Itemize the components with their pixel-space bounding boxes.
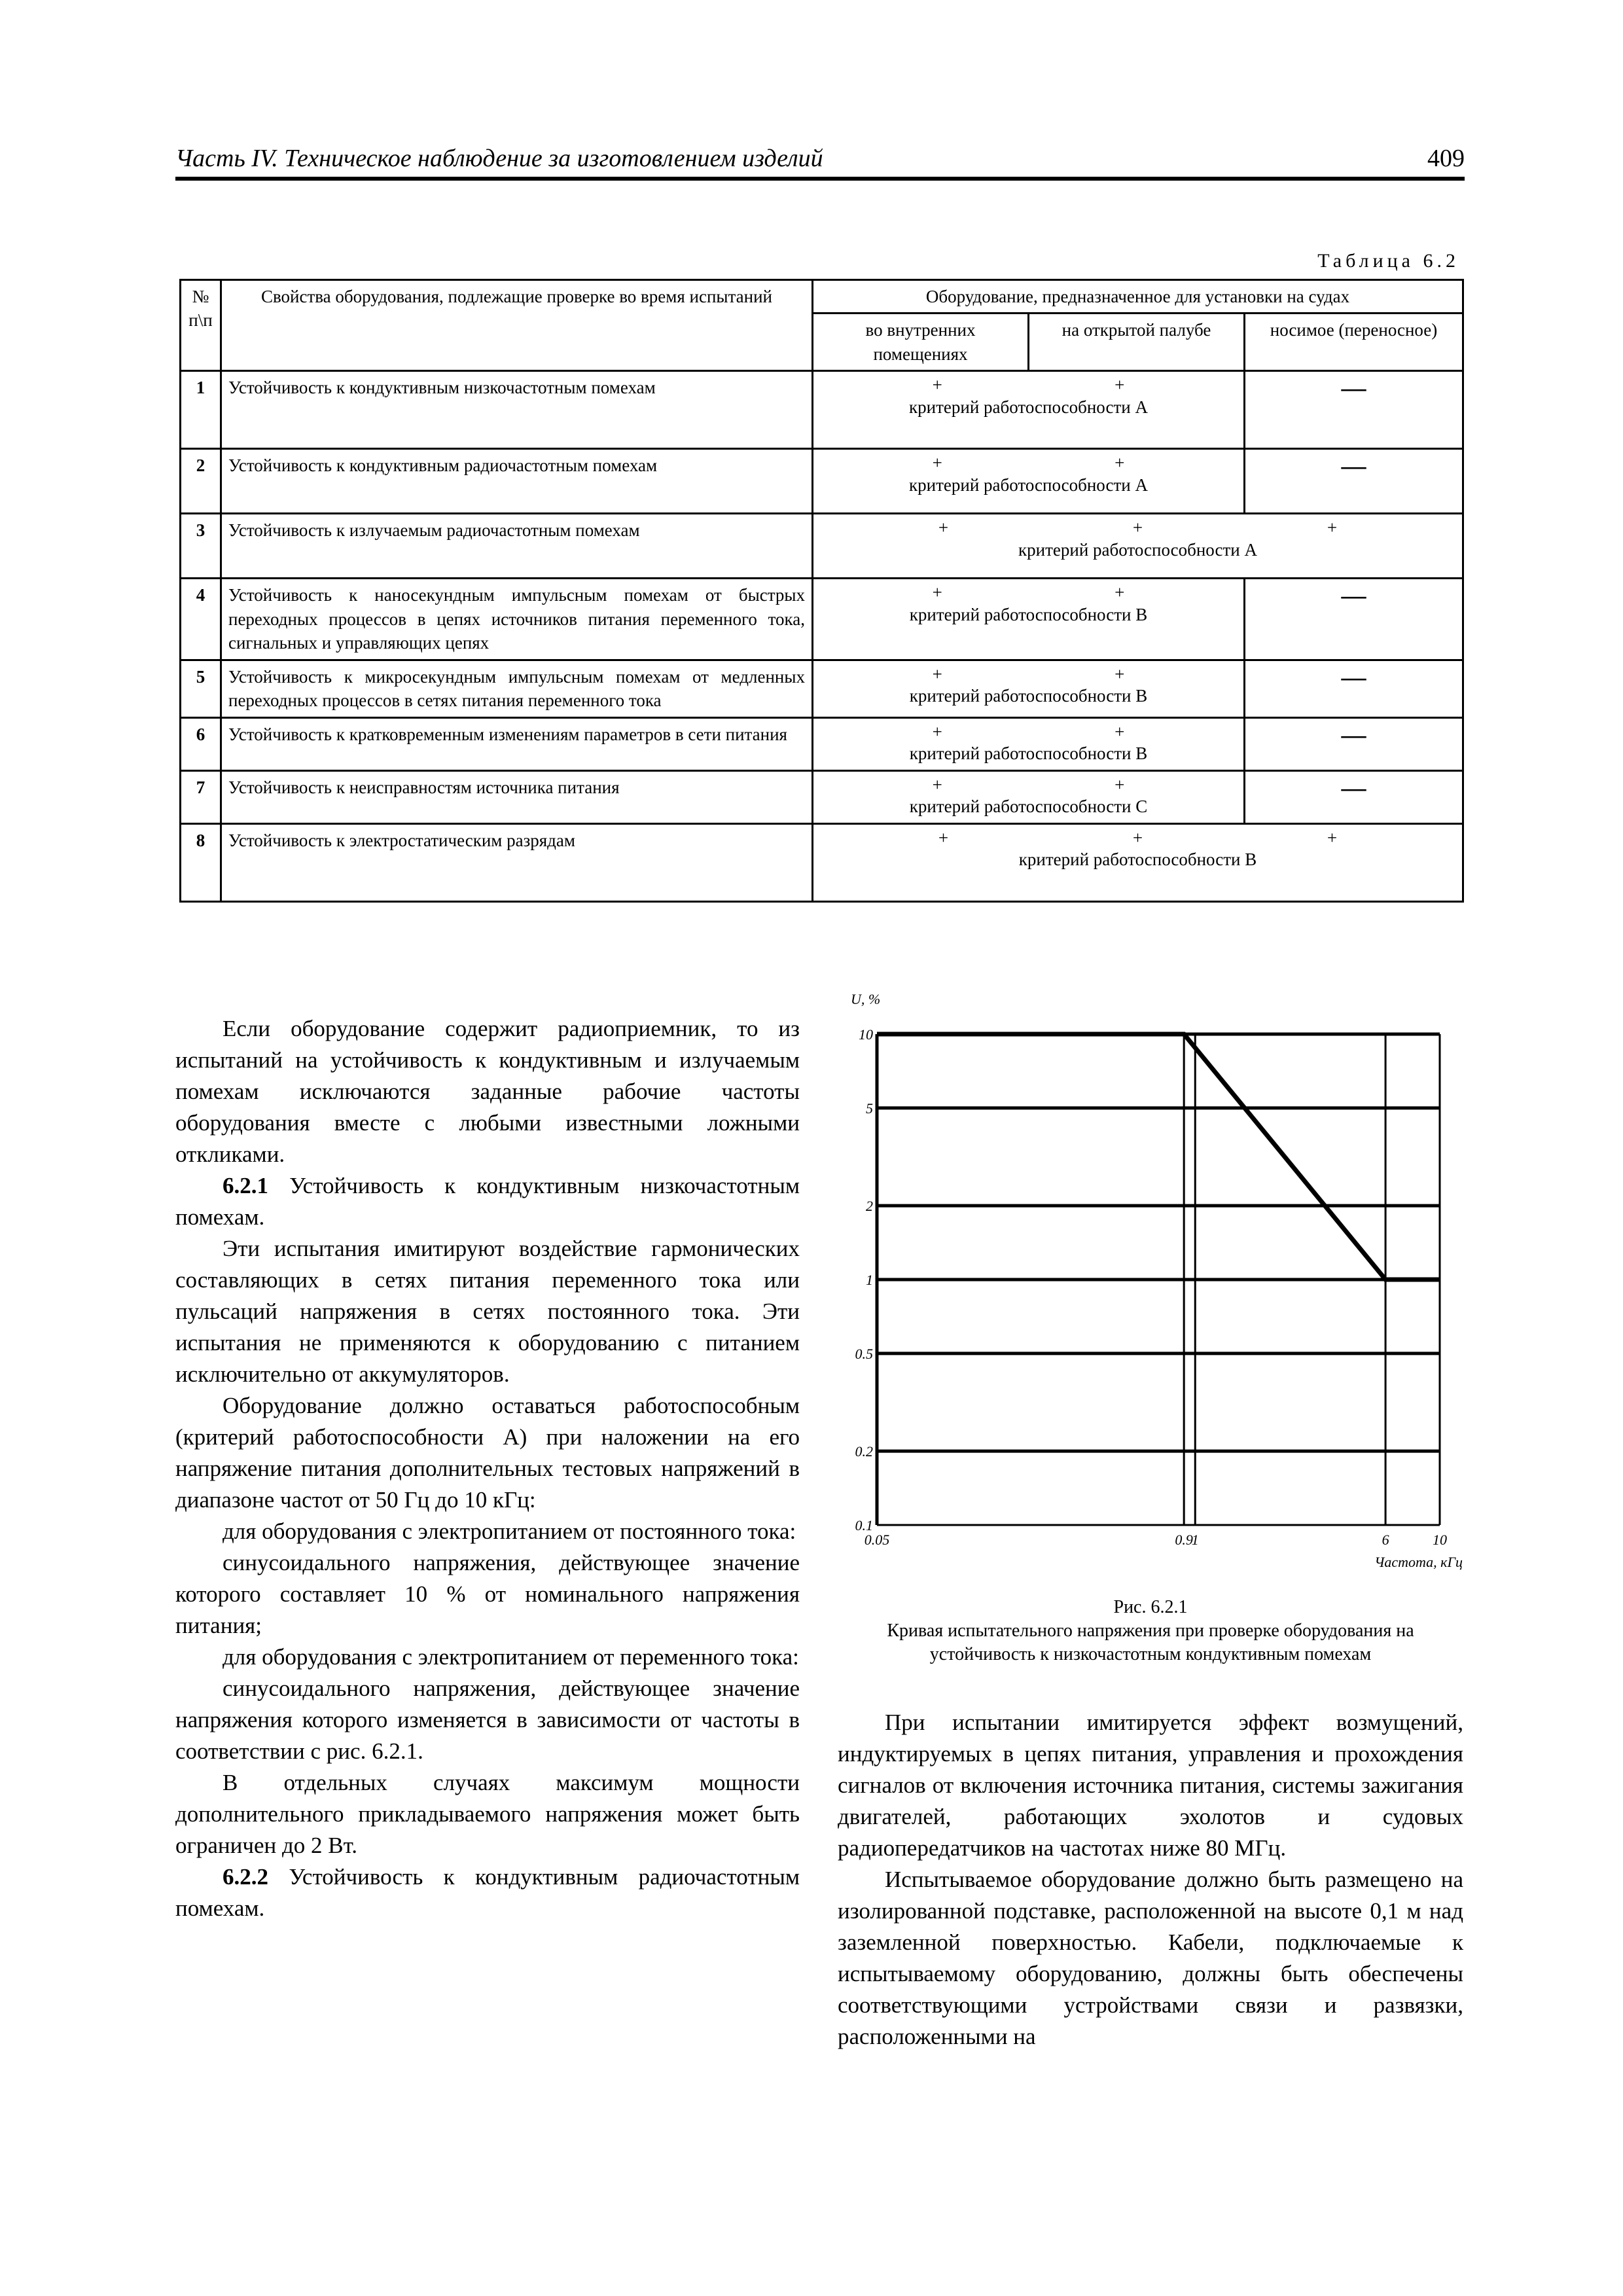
criterion-text: критерий работоспособности В bbox=[1018, 850, 1257, 870]
plus-mark: + bbox=[1115, 664, 1125, 684]
criterion-text: критерий работоспособности А bbox=[909, 475, 1148, 495]
header-deck: на открытой палубе bbox=[1029, 314, 1245, 371]
y-tick-label: 1 bbox=[866, 1272, 873, 1288]
plus-mark: + bbox=[1327, 827, 1338, 848]
table-row bbox=[181, 823, 1463, 901]
row-number: 7 bbox=[181, 770, 221, 823]
voltage-frequency-chart bbox=[838, 982, 1466, 1702]
dash-mark: — bbox=[1245, 371, 1463, 449]
plus-mark: + bbox=[1115, 453, 1125, 473]
figure-caption-text: Кривая испытательного напряжения при проверке оборудования на устойчивость к низкочастотным кондуктивным помехам bbox=[887, 1621, 1414, 1664]
row-number: 2 bbox=[181, 449, 221, 514]
y-tick-label: 10 bbox=[859, 1026, 873, 1043]
table-label: Таблица 6.2 bbox=[1317, 250, 1459, 272]
plus-mark: + bbox=[938, 827, 949, 848]
row-property: Устойчивость к кондуктивным радиочастотным помехам bbox=[221, 449, 813, 514]
chart-ticks bbox=[855, 1026, 1448, 1548]
plus-mark: + bbox=[932, 774, 942, 795]
row-number: 3 bbox=[181, 514, 221, 579]
plus-mark: + bbox=[932, 583, 942, 603]
series-line bbox=[877, 1034, 1440, 1280]
y-tick-label: 5 bbox=[866, 1100, 873, 1117]
row-property: Устойчивость к излучаемым радиочастотным помехам bbox=[221, 514, 813, 579]
row-criterion-cell bbox=[813, 579, 1245, 660]
paragraph: для оборудования с электропитанием от переменного тока: bbox=[223, 1644, 799, 1670]
criterion-text: критерий работоспособности А bbox=[1018, 540, 1257, 560]
plus-mark: + bbox=[1115, 583, 1125, 603]
dash-mark: — bbox=[1245, 579, 1463, 660]
right-column bbox=[838, 1707, 1463, 2053]
criterion-text: критерий работоспособности В bbox=[909, 605, 1148, 624]
running-title: Часть IV. Техническое наблюдение за изготовлением изделий bbox=[175, 145, 823, 172]
criterion-text: критерий работоспособности В bbox=[909, 744, 1148, 764]
row-number: 8 bbox=[181, 823, 221, 901]
paragraph: В отдельных случаях максимум мощности дополнительного прикладываемого напряжения может быть ограничен до 2 Вт. bbox=[175, 1770, 800, 1858]
table-row bbox=[181, 371, 1463, 449]
row-number: 6 bbox=[181, 717, 221, 770]
paragraph: При испытании имитируется эффект возмущений, индуктируемых в цепях питания, управления и прохождения сигналов от включения источника питания, системы зажигания двигателей, работающих эхолотов и судовых радиопередатчиков на частотах ниже 80 МГц. bbox=[838, 1710, 1463, 1861]
dash-mark: — bbox=[1245, 660, 1463, 717]
dash-mark: — bbox=[1245, 770, 1463, 823]
row-number: 1 bbox=[181, 371, 221, 449]
dash-mark: — bbox=[1245, 449, 1463, 514]
chart-series bbox=[877, 1034, 1440, 1280]
paragraph: Если оборудование содержит радиоприемник, то из испытаний на устойчивость к кондуктивным и излучаемым помехам исключаются заданные рабочие частоты оборудования вместе с любыми известными ложными откликами. bbox=[175, 1016, 800, 1167]
x-axis-label: Частота, кГц bbox=[1374, 1554, 1463, 1570]
y-axis-label: U, % bbox=[851, 991, 881, 1007]
row-property: Устойчивость к неисправностям источника питания bbox=[221, 770, 813, 823]
criterion-text: критерий работоспособности С bbox=[909, 797, 1148, 817]
paragraph: для оборудования с электропитанием от постоянного тока: bbox=[223, 1518, 796, 1544]
plus-mark: + bbox=[932, 453, 942, 473]
plus-mark: + bbox=[1115, 721, 1125, 742]
dash-mark: — bbox=[1245, 717, 1463, 770]
x-tick-label: 0.9 bbox=[1175, 1532, 1193, 1548]
plus-mark: + bbox=[1115, 774, 1125, 795]
row-criterion-cell bbox=[813, 717, 1245, 770]
x-tick-label: 6 bbox=[1382, 1532, 1389, 1548]
header-equipment-group: Оборудование, предназначенное для установки на судах bbox=[813, 280, 1463, 314]
row-criterion-cell bbox=[813, 371, 1245, 449]
plus-mark: + bbox=[932, 721, 942, 742]
table-row bbox=[181, 717, 1463, 770]
plus-mark: + bbox=[1132, 518, 1143, 538]
section-title: Устойчивость к кондуктивным радиочастотным помехам. bbox=[175, 1864, 800, 1921]
plus-mark: + bbox=[1327, 518, 1338, 538]
row-criterion-cell bbox=[813, 449, 1245, 514]
paragraph: синусоидального напряжения, действующее значение которого составляет 10 % от номинального напряжения питания; bbox=[175, 1550, 800, 1638]
plus-mark: + bbox=[938, 518, 949, 538]
row-number: 4 bbox=[181, 579, 221, 660]
header-inside: во внутренних помещениях bbox=[813, 314, 1029, 371]
row-property: Устойчивость к кратковременным изменениям параметров в сети питания bbox=[221, 717, 813, 770]
paragraph: Испытываемое оборудование должно быть размещено на изолированной подставке, расположенной на высоте 0,1 м над заземленной поверхностью. Кабели, подключаемые к испытываемому оборудованию, должны быть обеспечены соответствующими устройствами связи и развязки, расположенными на bbox=[838, 1867, 1463, 2049]
y-tick-label: 0.1 bbox=[855, 1517, 873, 1534]
table-row bbox=[181, 579, 1463, 660]
left-column bbox=[175, 1013, 800, 1924]
figure-caption bbox=[838, 1596, 1463, 1666]
header-properties: Свойства оборудования, подлежащие проверке во время испытаний bbox=[221, 280, 813, 371]
row-criterion-cell bbox=[813, 660, 1245, 717]
row-property: Устойчивость к электростатическим разрядам bbox=[221, 823, 813, 901]
section-number: 6.2.2 bbox=[223, 1864, 268, 1890]
row-criterion-cell bbox=[813, 770, 1245, 823]
y-tick-label: 0.2 bbox=[855, 1443, 873, 1460]
section-heading-6-2-1 bbox=[175, 1170, 800, 1233]
paragraph: Эти испытания имитируют воздействие гармонических составляющих в сетях питания переменного тока или пульсаций напряжения в сетях постоянного тока. Эти испытания не применяются к оборудованию с питанием исключительно от аккумуляторов. bbox=[175, 1236, 800, 1387]
y-tick-label: 2 bbox=[866, 1198, 873, 1215]
plus-mark: + bbox=[932, 375, 942, 395]
running-header bbox=[175, 143, 1465, 181]
x-tick-label: 10 bbox=[1433, 1532, 1447, 1548]
section-number: 6.2.1 bbox=[223, 1173, 268, 1198]
equipment-table bbox=[179, 279, 1464, 903]
criterion-text: критерий работоспособности В bbox=[909, 686, 1148, 706]
row-number: 5 bbox=[181, 660, 221, 717]
plus-mark: + bbox=[1115, 375, 1125, 395]
row-property: Устойчивость к кондуктивным низкочастотным помехам bbox=[221, 371, 813, 449]
section-title: Устойчивость к кондуктивным низкочастотным помехам. bbox=[175, 1173, 800, 1230]
y-tick-label: 0.5 bbox=[855, 1345, 873, 1362]
row-property: Устойчивость к наносекундным импульсным помехам от быстрых переходных процессов в цепях источников питания переменного тока, сигнальных и управляющих цепях bbox=[221, 579, 813, 660]
x-tick-label: 0.05 bbox=[864, 1532, 890, 1548]
table-row bbox=[181, 449, 1463, 514]
row-property: Устойчивость к микросекундным импульсным помехам от медленных переходных процессов в сетях питания переменного тока bbox=[221, 660, 813, 717]
paragraph: Оборудование должно оставаться работоспособным (критерий работоспособности А) при наложении на его напряжение питания дополнительных тестовых напряжений в диапазоне частот от 50 Гц до 10 кГц: bbox=[175, 1393, 800, 1513]
figure-caption-title: Рис. 6.2.1 bbox=[1113, 1597, 1188, 1617]
table-row bbox=[181, 660, 1463, 717]
criterion-text: критерий работоспособности А bbox=[909, 397, 1148, 417]
row-criterion-cell bbox=[813, 823, 1463, 901]
row-criterion-cell bbox=[813, 514, 1463, 579]
x-tick-label: 1 bbox=[1191, 1532, 1199, 1548]
plus-mark: + bbox=[1132, 827, 1143, 848]
paragraph: синусоидального напряжения, действующее значение напряжения которого изменяется в зависимости от частоты в соответствии с рис. 6.2.1. bbox=[175, 1676, 800, 1764]
section-heading-6-2-2 bbox=[175, 1861, 800, 1924]
plus-mark: + bbox=[932, 664, 942, 684]
header-num: № п\п bbox=[181, 280, 221, 371]
table-row bbox=[181, 770, 1463, 823]
header-portable: носимое (переносное) bbox=[1245, 314, 1463, 371]
page-number: 409 bbox=[1427, 145, 1465, 172]
table-row bbox=[181, 514, 1463, 579]
chart-grid bbox=[877, 1034, 1440, 1525]
